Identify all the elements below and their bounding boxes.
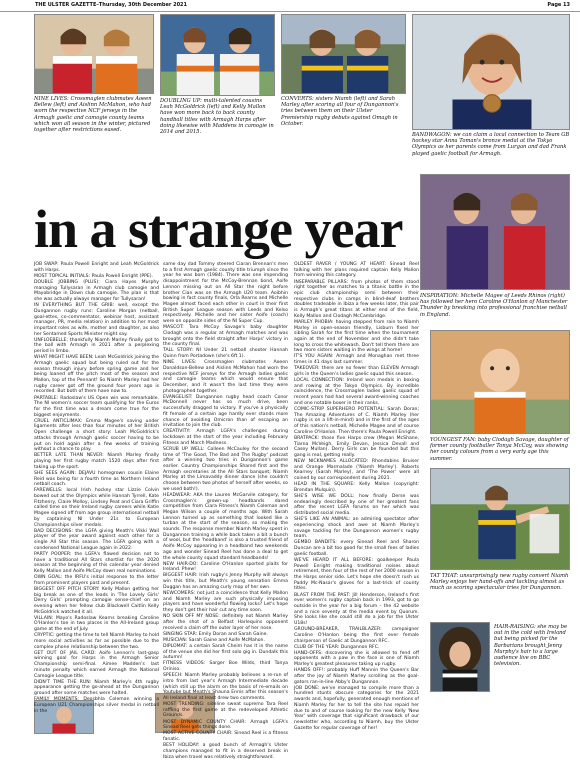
photo-doubling-up: [160, 14, 275, 96]
paragraph: NEWCOMERS: not just a coincidence that Kelly Mallon and Niamh Marley are such physically imposing players and have wonderful flowing locks? Let's hope they don't get their hair cut any time soon.: [163, 590, 288, 614]
paragraph: TALL STORY: NI Under 21 netball shooter Hannah Quinn from Portadown (she's 6ft 1).: [163, 348, 288, 360]
paragraph: CLUB OF THE YEAR: Dungannon RFC.: [294, 644, 380, 650]
masthead: THE ULSTER GAZETTE–Thursday, 30th December 2021: [35, 2, 188, 8]
paragraph: MOST DYNAMIC COUNTY CHAIR: Armagh LGFA's Sinead Reel gets things done.: [163, 719, 288, 731]
paragraph: BRATPACK: those five Harps crew (Megan McShane, Tiarna McVeigh, Emily Devan, Jessica Devall and Casey Mullan). Derry Girls can be founded but this gang is real, getting really.: [294, 435, 419, 458]
paragraph: SHE SEES AGAIN: DEJAVU homegrown cousin Elaine Reid was being for a fourth time as Northern Ireland netball coach.: [34, 470, 159, 488]
page-number: Page 13: [547, 2, 570, 8]
caption-hair-raising: HAIR-RAISING: she may be out in the cold with Ireland but being picked for the Barbarians brought Jenny Murphy's hair to a large audience live on BBC television.: [494, 624, 568, 668]
page-header: [0, 0, 580, 12]
paragraph: SINGING STAR: Emily Doran and Sarah Gaine.: [163, 631, 268, 637]
paragraph: FAREWELLS: local Irish hockey star Lizzie Colvin bowed out at the Olympics while Hannah Tyrrell, Kate Fitzhenry, Claire Molloy, Lindsey Peat and Ciara Griffin called time on their Ireland rugby careers while Katie Magee signed off from age group international netball by captaining NI Under 21s to European Championships silver medals.: [34, 488, 159, 528]
paragraph: same day dad Tommy steered Ciaran Brennan's men to a first Armagh gaelic county title triumph since the year he was born (1984). There was one impending disappointment for the McCoy-Brennan bond, Aoife Lennon missing out on All Star the night before brother Cian was on the Armagh U20 team. Aoibhin bowing in fact county finals, Orla Rearns and Michelle Magee almost faced each other in court in their first British Super League season with Leeds and Kelso respectively. Michelle and her sister Aoife (coach) were on opposite sides of the NI Super Cup.: [163, 262, 288, 325]
paragraph: SPEECH: Niamh Marley probably believes a re-run of intro from last year's Armagh Intermediate decade (which still up the alarm on the basis of re-emails on Youtube but Meath's Shauna Ennis after this season's All Ireland final at least drew two comments.: [163, 673, 288, 701]
paragraph: MOST TOPICAL INITIALS: Paula Powell Enright (PPE).: [34, 273, 154, 279]
article-column-3: [294, 262, 419, 732]
paragraph: HEADWEAR: AKA the Lauren McGarvile category, for Crossmaglen's grown-up headbands dared competition from Ciara Fitness's Niamh Coleman and Megan Wilson a couple of months ago. With Sarah Lennon turned up as something that looked like a turban at the start of the season, so making the sounds. The response member Niamh Marley spent in Dungannon training a while back taken a bit a bunch of wool, but the 'headband' is also a trusted friend of Aoife McCoy appearing in a headband two weekends ago and wonder Sinead Reel has done a deal to get the whole county squad standard headbands!: [163, 492, 288, 561]
paragraph: DIDN'T TIME THE RUN: Niamh Marley's 4th rugby appearance getting the go-ahead at the Dungannon ground after some matches were halted.: [34, 679, 159, 697]
paragraph: INSEPARABLE PILLARS: from photos of them stood right together as matches to a titanic battle in the epic club championship semi between their respective clubs in camps in blind-deaf brothers doubles tradeable in Ibiza a few weeks later, this pair is Armagh's great titans at either end of the field, Kelly Mallon and Clodagh McCambridge.: [294, 279, 419, 319]
paragraph: HAND-OFFS: discovering she is allowed to fend off opponents with a paw in the face is one of Niamh Marley's greatest pleasures taking up rugby.: [294, 650, 419, 668]
photo-bandwagon: [412, 14, 570, 130]
paragraph: BEST HOLIDAY: a good bunch of Armagh's Ulster champions managed to fit in a deserved break in Ibiza when travel was relatively straightforward.: [163, 743, 288, 760]
paragraph: BLAST FROM THE PAST: Jill Henderson, Ireland's first ever women's rugby captain back in 1993, got to go outside in the year for a big forum – the 42 website and a nice seventy at the media event by Quorum. She looks like she could still do a job for the Ulster U18s!: [294, 592, 419, 627]
paragraph: CREATIVITY: Armagh LGFA's challenges during lockdown at the start of the year including February Fitness and March Madness.: [163, 429, 288, 446]
paragraph: BAD DECISIONS: the LGFA giving Meath's Vikki Wall player of the year award against each other for a single All Star this season. The LGFA going with a condensed National League again in 2022.: [34, 528, 159, 551]
caption-converts: CONVERTS: sisters Niamh (left) and Sarah Marley after scoring all four of Dungannon's tries between them on their Ulster Premiership rugby debuts against Omagh in October.: [281, 96, 399, 127]
paragraph: JOB SWAP: Paula Powell Enright and Leah McGoldrick with Harps.: [34, 262, 159, 273]
paragraph: IN EVERYTHING BUT THE GRIB: well, except the Dungannon rugby runs: Caroline Morgan (netball, goal-ettes, co-commentator, webinar host, assistant manager, PR, media relation) in addition to her most important roles as wife, mother and daughter, as also her Sentamed Sports Minister might say.: [34, 303, 159, 337]
paragraph: CRYPTIC: getting the time to tell Niamh Marley to hold more social activities as far as possible due to the complex phone relationship between the two.: [34, 633, 159, 650]
paragraph: SHE'S WISE WE DOLL: how finally Derse was endearingly described by one of her greatest fans after the recent LGFA forums on her which was distributed social media.: [294, 494, 419, 517]
headline: in a strange year: [34, 199, 403, 259]
paragraph: VILLAIN: Mayo's Radoslaw Kearns breaking Caroline O'Hanlon's toe in two places in the All-Ireland group game at the end of July.: [34, 615, 159, 633]
article-column-1: [34, 262, 159, 714]
paragraph: PARTY POOPER: the LGFA's flawed decision not to have a traditional All Stars shortlist for the 2020 season at the beginning of this calendar year denied Kelly Mallon and Aoife McCoy down real nominations.: [34, 551, 159, 574]
paragraph: NEW HAIR-DO: Caroline O'Hanlon sported plaits for Ireland. Phew!: [163, 561, 288, 573]
paragraph: SCRUB UP WELL: Colleen McCauley for the second time of 'The Good, The Bad and The Rugby' podcast after a winning two tries in Dungannon's game earlier. Country Championships Shared first and the Armagh secretaries at the All Stars banquet; Niamh Marley at the Limavaddy dinner dance (she couldn't choose between two photos of herself after weeks, so we used both!).: [163, 446, 288, 492]
paragraph: FAMILY MOMENTS: Deosbhla Coleman winning a European U21 Championships silver medal in netball in the: [34, 697, 159, 714]
paragraph: PARTABLE: Radoslaw's US Open win was remarkable. The NI women's soccer team qualifying for the Euros for the first time was a dream come true for the biggest enjoyments.: [34, 395, 159, 418]
photo-hair-raising: [430, 622, 490, 692]
paragraph: IT'S YOU AGAIN: Armagh and Monaghan met three times in 41 days last summer.: [294, 354, 419, 366]
paragraph: EVANGELIST: Dungannon rugby head coach Conor McDonnell never has so much drive, been successfully dragged to victory. If you've a physically fit female of a certain age hardly ever stands more chance of avoiding Omicron than of escaping an invitation to join the club.: [163, 394, 288, 429]
paragraph: MARLEY PHOBIA: having stepped from rain to Niamh Marley in open-season friendly, Lisburn fixed her sibling Sarah for the first time when the tournament again at the end of November and she didn't take long to cross the whitewash. Don't tell them there are two more sisters waiting in the wings at home!: [294, 319, 419, 354]
paragraph: JOB DONE: we've managed to compile more than a hundred stunts obscure categories for the 2021 awards and, hopefully, generated enough mentions of Niamh Marley for her to tell the site has repaid her due to and of course looking for the new Kelly 'New Year' with coverage that significant drawback of our newsletter who, according to Niamh, buy the Ulster Gazette for regular coverage of her!: [294, 685, 419, 731]
paragraph: LOCAL CONNECTION: Ireland won medals in boxing and rowing at the Tokyo Olympics. By incredible coincidence, the Crossmaglen ladies gaelic squad of recent years had had several award-winning coaches and one notable boxer in their ranks.: [294, 378, 419, 406]
paragraph: OWN GOAL: the IRFU's initial response to the letter from prominent players past and present.: [34, 575, 159, 586]
photo-tat-that: [430, 468, 570, 570]
paragraph: DIPLOMAT: a certain Sarah Cheim has it in the name of the venue she did her first solo gig in. Dundalk this autumn!: [163, 643, 288, 661]
caption-bandwagon: BANDWAGON: we can claim a local connection to Team GB hockey star Anna Toman's bronze medal at the Tokyo Olympics as her parents come from Lurgan and dad Frank played gaelic football for Armagh.: [412, 132, 570, 157]
paragraph: CRUEL ANTICLIMAX: Emma Magee's saving under ligaments after less than four minutes of her British Open challenge a short story: Leah McGoldrick's attacks through Armagh gaelic soccer having to be put on hold again after a few weeks of training without a chance to play.: [34, 418, 159, 453]
photo-converts: [281, 14, 406, 94]
paragraph: TAKEOVER: there are no fewer than ELEVEN Armagh girls in the Queen's ladies gaelic squad this season.: [294, 366, 419, 377]
paragraph: NEW NICKNAMES ALLOCATED: Rhondabins Bruiser and Orange Marmalade ('Niamh Marley'). Roberts Kearney (Sarah Marley), and 'The Power' were all coined by our correspondent during 2021.: [294, 459, 419, 482]
caption-tat-that: TAT THAT: unsurprisingly new rugby convert Niamh Marley enjoys her hand-offs and tackling almost as much as scoring spectacular tries for Dungannon.: [430, 573, 569, 592]
caption-nine-lives: NINE LIVES: Crossmaglen clubmates Aoeen Bellew (left) and Aislinn McMahon, who had worn the respective NCF jerseys in the Armagh gaelic and camogie county teams which won all season in the winter, pictured together after restrictions eased.: [34, 96, 152, 134]
paragraph: HEAD IN THE SQUARE: Kelly Mallon (copyright: Brendan Mulquin).: [294, 482, 419, 493]
paragraph: BIGGEST OFF PITCH STORY: Kelly Mallon getting her big break as one of the leads in 'The Lovely Girls' Derry Girls' prompting camogie sense-chief on an evening when her fellow club Blackwell Caitlin Kelly McGoldrick watched it all.: [34, 586, 159, 615]
paragraph: WE'VE HEARD IT ALL BEFORE: goalkeeper Paula Powell Enright making traditional noises about retirement, then four of the rest of her 2000 season in the Harps senior side. Let's hope she doesn't rush us Paddy Mc-Nasar's gloves for a last-trick of county titles.: [294, 557, 419, 592]
paragraph: COMIC-STRIP SUPERHERO POTENTIAL: Sarah Doran; The Amazing Adventures of C. Niamh Marley (her rugby is on a lift-in-mind) and in the first of the ages of this nation's netball, Michelle Magee and of course Caroline O'Hanlon. Then there's Paula Powell Enright.: [294, 406, 419, 435]
paragraph: WHAT MIGHT HAVE BEEN: Leah McGoldrick joining the Armagh gaelic squad but being ruled out for the season through injury before spring game and her being loaned off the pitch most of the season and Mallon, top of the Pennant! So Niamh Marley had her rugby career got off the ground four years ago is recorded. But both of them have now to.: [34, 355, 159, 395]
paragraph: GET OUT OF JAIL CARD: Aoife Lennon's last-gasp winning goal for Harps in the Armagh Senior Championship semi-final. Aimee Madden's last minute penalty which earned Armagh the National Camogie League title.: [34, 650, 159, 679]
paragraph: NINE LIVES: Crossmaglen clubmates Aoeen Donaldson-Bellew and Aislinn McMahon had worn the respective NCF jerseys for the Armagh ladies gaelic and camogie teams which would ensure that December, and it wasn't the last time they were photographed together.: [163, 360, 288, 394]
caption-doubling-up: DOUBLING UP: multi-talented cousins Leah McGoldrick (left) and Kelly Mallon have won more back to back county handball titles with Armagh Harps after doing likewise with Maddens in camogie in 2014 and 2015.: [160, 98, 274, 136]
photo-inspiration: [420, 174, 570, 290]
paragraph: MASCOT: Tara McCoy Savage's baby daughter Clodagh was a regular at Armagh matches and was brought onto the field straight after Harps' victory in the county final.: [163, 325, 288, 348]
paragraph: MUSICIAN: Sarah Gaine and Aoife McMahon.: [163, 637, 265, 643]
paragraph: HANDS OFF!: probably Huff Mannin the Queen's Bar after the joy of Niamh Marley scrolling as the goal-gators ran-in-line Abby's Dungannon.: [294, 668, 419, 685]
paragraph: BETTER LATE THAN NEVER: Niamh Marley finally playing her first rugby match 1520 days after first taking up the sport.: [34, 453, 159, 470]
photo-youngest-fan: [430, 330, 570, 434]
caption-inspiration: INSPIRATION: Michelle Magee of Leeds Rhinos (right) has followed her hero Caroline O'Hanlon of Manchester Thunder by breaking into professional franchise netball in England.: [420, 293, 568, 318]
paragraph: BIGGEST HAIR: Irish rugby's Jenny Murphy will always win this title, but Meath's young sensation Emma Duggan has an amazing curly mop of her own.: [163, 573, 288, 590]
photo-nine-lives: [34, 14, 154, 94]
caption-youngest-fan: YOUNGEST FAN: baby Clodagh Savage, daughter of former county footballer Tonya McCoy, was showing her county colours from a very early age this summer.: [430, 437, 569, 462]
paragraph: UNFLOEBELLE: thankfully Niamh Marley finally got to the ball with Armagh in 2021 after a perplexing period in limbo.: [34, 337, 159, 355]
paragraph: MOST ACTIVE COUNTY CHAIR: Sinead Reel is a fitness fanatic.: [163, 731, 288, 743]
paragraph: MOST TRENDING: sideline sweat supremo Tara Reel raffling the first game at the redeveloped Athletic Grounds.: [163, 702, 288, 719]
article-column-2: [163, 262, 288, 760]
paragraph: SHE'S LIKE AN ANIMAL: an admiring spectator after experiencing shock and awe at Niamh Marley's savage tackling for the Dungannon women's rugby team.: [294, 517, 419, 540]
paragraph: DOUBLE JOBBING (PLUS): Ciara Hayes Murphy managing Tullysaran in Armagh club camogie and Mayobridge in Down club camogie. The plan is that she was actually always manager for Tullysaran!: [34, 279, 159, 302]
paragraph: GEMBO BANDITS: every Sinead Reel and Sharon Duncan are a bit too good for the small fees of ladies gaelic football.: [294, 540, 419, 557]
paragraph: NO SKIN OFF MY NOSE: definitely not Niamh Marley after the shot of a Belfast Harlequins opponent received a claim off the outer layer of her nose.: [163, 614, 288, 631]
paragraph: OLDEST RAVER / YOUNG AT HEART: Sinead Reel talking with her plans required captain Kelly Mallon from winning this category.: [294, 262, 419, 279]
paragraph: GROUND-BREAKER, TRAILBLAZER: campaigner Caroline O'Hanlon being the first ever female chairperson of Gaelic at Dungannon RFC.: [294, 627, 419, 644]
paragraph: FITNESS VIDEOS: Sarger Boe Wilds, third Tanya Oriniso.: [163, 661, 288, 673]
